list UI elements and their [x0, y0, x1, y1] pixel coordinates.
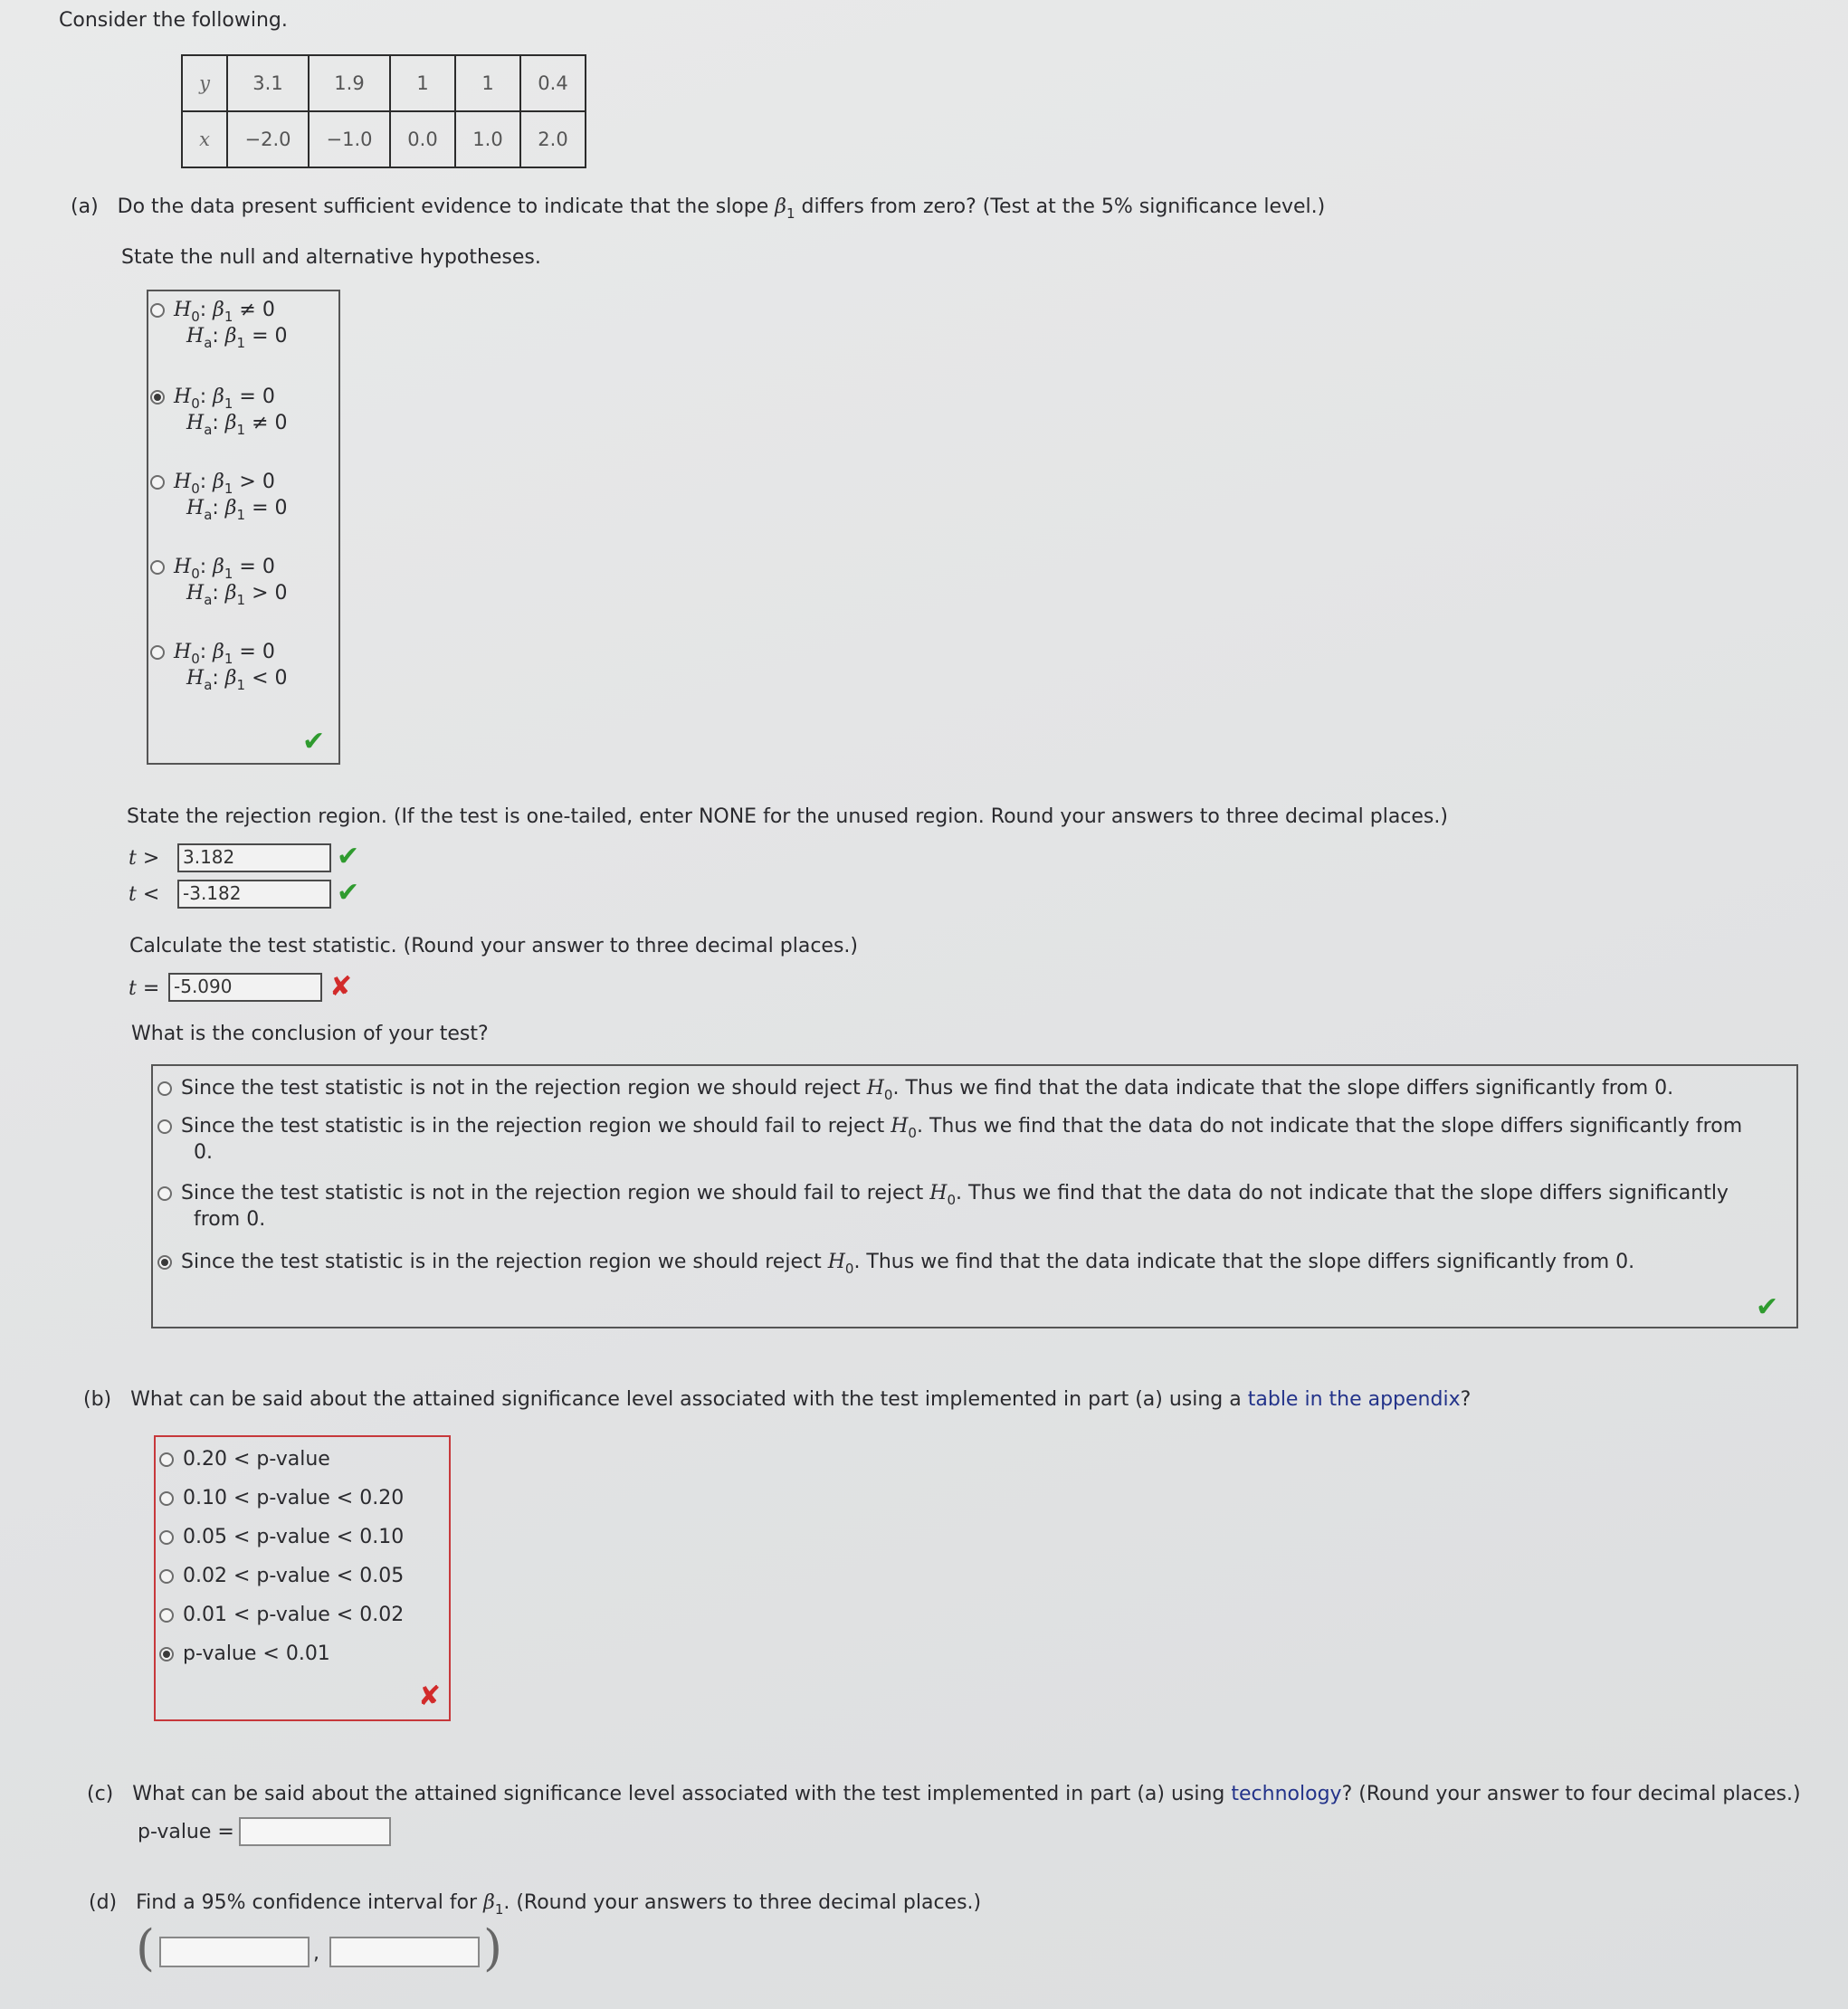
part-d-label: (d) — [89, 1891, 118, 1914]
conclusion-text: Since the test statistic is in the rejection region we should reject — [181, 1251, 828, 1273]
hypothesis-option-1[interactable]: $H_0$: $\beta_1 \ne 0$ $H_a$: $\beta_1 = 0$ — [150, 299, 288, 351]
pvalue-option-1[interactable] — [159, 1448, 330, 1471]
part-a-label: (a) — [71, 195, 99, 218]
conclusion-text: . Thus we find that the data do not indicate that the slope differs significantly — [955, 1182, 1729, 1204]
check-icon: ✔ — [1756, 1291, 1779, 1323]
conclusion-text: . Thus we find that the data indicate that the slope differs significantly from 0. — [892, 1077, 1674, 1100]
table-cell: 1 — [455, 55, 520, 111]
part-b-question — [83, 1388, 1471, 1411]
pvalue-option-2[interactable] — [159, 1487, 404, 1509]
radio-button[interactable] — [150, 475, 165, 490]
hypothesis-option-3[interactable]: $H_0$: $\beta_1 > 0$ $H_a$: $\beta_1 = 0$ — [150, 471, 288, 523]
h0-relation: ≠ 0 — [239, 299, 275, 321]
pvalue-option-4[interactable] — [159, 1565, 404, 1587]
conclusion-option-1[interactable]: Since the test statistic is not in the rejection region we should reject $H_0$. Thus we find that the data indicate that the slope differs significantly from 0. — [157, 1077, 1673, 1103]
table-cell: 1.9 — [309, 55, 390, 111]
check-icon: ✔ — [337, 877, 360, 909]
appendix-link[interactable]: table in the appendix — [1247, 1388, 1461, 1411]
radio-button[interactable] — [157, 1186, 172, 1201]
part-d-question-post: . (Round your answers to three decimal places.) — [503, 1891, 982, 1914]
ha-relation: > 0 — [252, 582, 288, 605]
table-cell: 0.0 — [390, 111, 455, 167]
table-cell: 3.1 — [227, 55, 309, 111]
cross-icon: ✘ — [418, 1681, 442, 1712]
option-text: 0.05 < p-value < 0.10 — [183, 1526, 405, 1548]
table-cell: −2.0 — [227, 111, 309, 167]
part-c-label: (c) — [87, 1783, 114, 1805]
radio-button[interactable] — [150, 560, 165, 575]
option-text: 0.02 < p-value < 0.05 — [183, 1565, 405, 1587]
option-text: 0.20 < p-value — [183, 1448, 330, 1471]
hypotheses-prompt: State the null and alternative hypotheses. — [121, 246, 541, 269]
table-cell: 1.0 — [455, 111, 520, 167]
table-cell: 2.0 — [520, 111, 586, 167]
conclusion-option-2[interactable]: Since the test statistic is in the rejection region we should fail to reject $H_0$. Thus we find that the data do not indicate that the slope differs significantly from 0. — [157, 1115, 1742, 1164]
cross-icon: ✘ — [329, 971, 353, 1003]
hypothesis-option-5[interactable]: $H_0$: $\beta_1 = 0$ $H_a$: $\beta_1 < 0$ — [150, 641, 288, 693]
radio-button[interactable] — [159, 1608, 174, 1623]
hypothesis-option-2[interactable]: $H_0$: $\beta_1 = 0$ $H_a$: $\beta_1 \ne 0$ — [150, 386, 288, 438]
radio-button-selected[interactable] — [159, 1647, 174, 1661]
table-cell: 1 — [390, 55, 455, 111]
h0-relation: > 0 — [239, 471, 275, 493]
h0-relation: = 0 — [239, 641, 275, 663]
part-a-question-pre: Do the data present sufficient evidence to indicate that the slope — [117, 195, 776, 218]
conclusion-option-4[interactable]: Since the test statistic is in the rejection region we should reject $H_0$. Thus we find that the data indicate that the slope differs significantly from 0. — [157, 1251, 1634, 1277]
t-gt-label: t > — [129, 847, 160, 870]
radio-button[interactable] — [159, 1491, 174, 1506]
radio-button[interactable] — [157, 1119, 172, 1134]
hypotheses-box — [147, 290, 340, 765]
ci-upper-input[interactable] — [329, 1937, 480, 1967]
conclusion-text: Since the test statistic is not in the rejection region we should reject — [181, 1077, 867, 1100]
table-row-x — [182, 111, 586, 167]
ci-comma: , — [313, 1942, 319, 1965]
h0-relation: = 0 — [239, 386, 275, 408]
option-text: p-value < 0.01 — [183, 1642, 330, 1665]
part-d-question: (d) Find a 95% confidence interval for $\beta_1$. (Round your answers to three decimal places.) — [89, 1891, 982, 1918]
part-b-label: (b) — [83, 1388, 112, 1411]
ha-relation: ≠ 0 — [252, 412, 288, 434]
conclusion-text: . Thus we find that the data do not indicate that the slope differs significantly from — [916, 1115, 1743, 1138]
table-cell: −1.0 — [309, 111, 390, 167]
conclusion-option-3[interactable]: Since the test statistic is not in the rejection region we should fail to reject $H_0$. Thus we find that the data do not indicate that the slope differs significantly from 0. — [157, 1182, 1729, 1231]
radio-button[interactable] — [159, 1452, 174, 1467]
pvalue-option-5[interactable] — [159, 1604, 404, 1626]
h0-relation: = 0 — [239, 556, 275, 578]
option-text: 0.01 < p-value < 0.02 — [183, 1604, 405, 1626]
table-header-x: x — [182, 111, 227, 167]
t-lt-label: t < — [129, 883, 160, 906]
conclusion-prompt: What is the conclusion of your test? — [131, 1023, 489, 1045]
t-upper-input[interactable]: 3.182 — [177, 843, 331, 872]
pvalue-label: p-value = — [138, 1821, 234, 1843]
pvalue-input[interactable] — [239, 1817, 391, 1846]
open-paren: ( — [136, 1919, 156, 1976]
radio-button[interactable] — [150, 645, 165, 660]
radio-button[interactable] — [159, 1569, 174, 1584]
conclusion-text-cont: from 0. — [194, 1208, 266, 1231]
part-b-question-end: ? — [1460, 1388, 1472, 1411]
ci-lower-input[interactable] — [159, 1937, 310, 1967]
t-lower-input[interactable]: -3.182 — [177, 880, 331, 909]
radio-button[interactable] — [159, 1530, 174, 1545]
conclusion-text: Since the test statistic is in the rejection region we should fail to reject — [181, 1115, 891, 1138]
part-a-question-post: differs from zero? (Test at the 5% significance level.) — [795, 195, 1326, 218]
intro-text: Consider the following. — [59, 9, 288, 32]
ha-relation: = 0 — [252, 497, 288, 519]
part-c-question-text: What can be said about the attained significance level associated with the test implemented in part (a) using — [132, 1783, 1232, 1805]
radio-button-selected[interactable] — [157, 1255, 172, 1270]
pvalue-option-3[interactable] — [159, 1526, 404, 1548]
part-c-question — [87, 1783, 1801, 1805]
check-icon: ✔ — [337, 841, 360, 872]
hypothesis-option-4[interactable]: $H_0$: $\beta_1 = 0$ $H_a$: $\beta_1 > 0$ — [150, 556, 288, 608]
table-header-y: y — [182, 55, 227, 111]
t-eq-label: t = — [129, 977, 160, 1000]
option-text: 0.10 < p-value < 0.20 — [183, 1487, 405, 1509]
part-d-question-pre: Find a 95% confidence interval for — [136, 1891, 484, 1914]
table-cell: 0.4 — [520, 55, 586, 111]
table-row-y — [182, 55, 586, 111]
conclusion-text: . Thus we find that the data indicate that the slope differs significantly from 0. — [853, 1251, 1635, 1273]
rejection-prompt: State the rejection region. (If the test is one-tailed, enter NONE for the unused region. Round your answers to three decimal places.) — [127, 805, 1448, 828]
pvalue-option-6[interactable] — [159, 1642, 330, 1665]
radio-button-selected[interactable] — [150, 390, 165, 405]
radio-button[interactable] — [150, 303, 165, 318]
part-a-question: (a) Do the data present sufficient evidence to indicate that the slope $\beta_1$ differs from zero? (Test at the 5% significance level.) — [71, 195, 1326, 222]
part-b-question-text: What can be said about the attained significance level associated with the test implemented in part (a) using a — [130, 1388, 1248, 1411]
conclusion-text: Since the test statistic is not in the rejection region we should fail to reject — [181, 1182, 930, 1204]
ha-relation: < 0 — [252, 667, 288, 690]
part-c-question-end: ? (Round your answer to four decimal places.) — [1341, 1783, 1801, 1805]
t-statistic-input[interactable]: -5.090 — [168, 973, 322, 1002]
conclusion-text-cont: 0. — [194, 1141, 213, 1164]
radio-button[interactable] — [157, 1081, 172, 1096]
data-table — [181, 54, 586, 168]
ha-relation: = 0 — [252, 325, 288, 348]
close-paren: ) — [483, 1919, 503, 1976]
check-icon: ✔ — [302, 726, 326, 757]
statistic-prompt: Calculate the test statistic. (Round your answer to three decimal places.) — [129, 935, 858, 957]
technology-link[interactable]: technology — [1231, 1783, 1342, 1805]
